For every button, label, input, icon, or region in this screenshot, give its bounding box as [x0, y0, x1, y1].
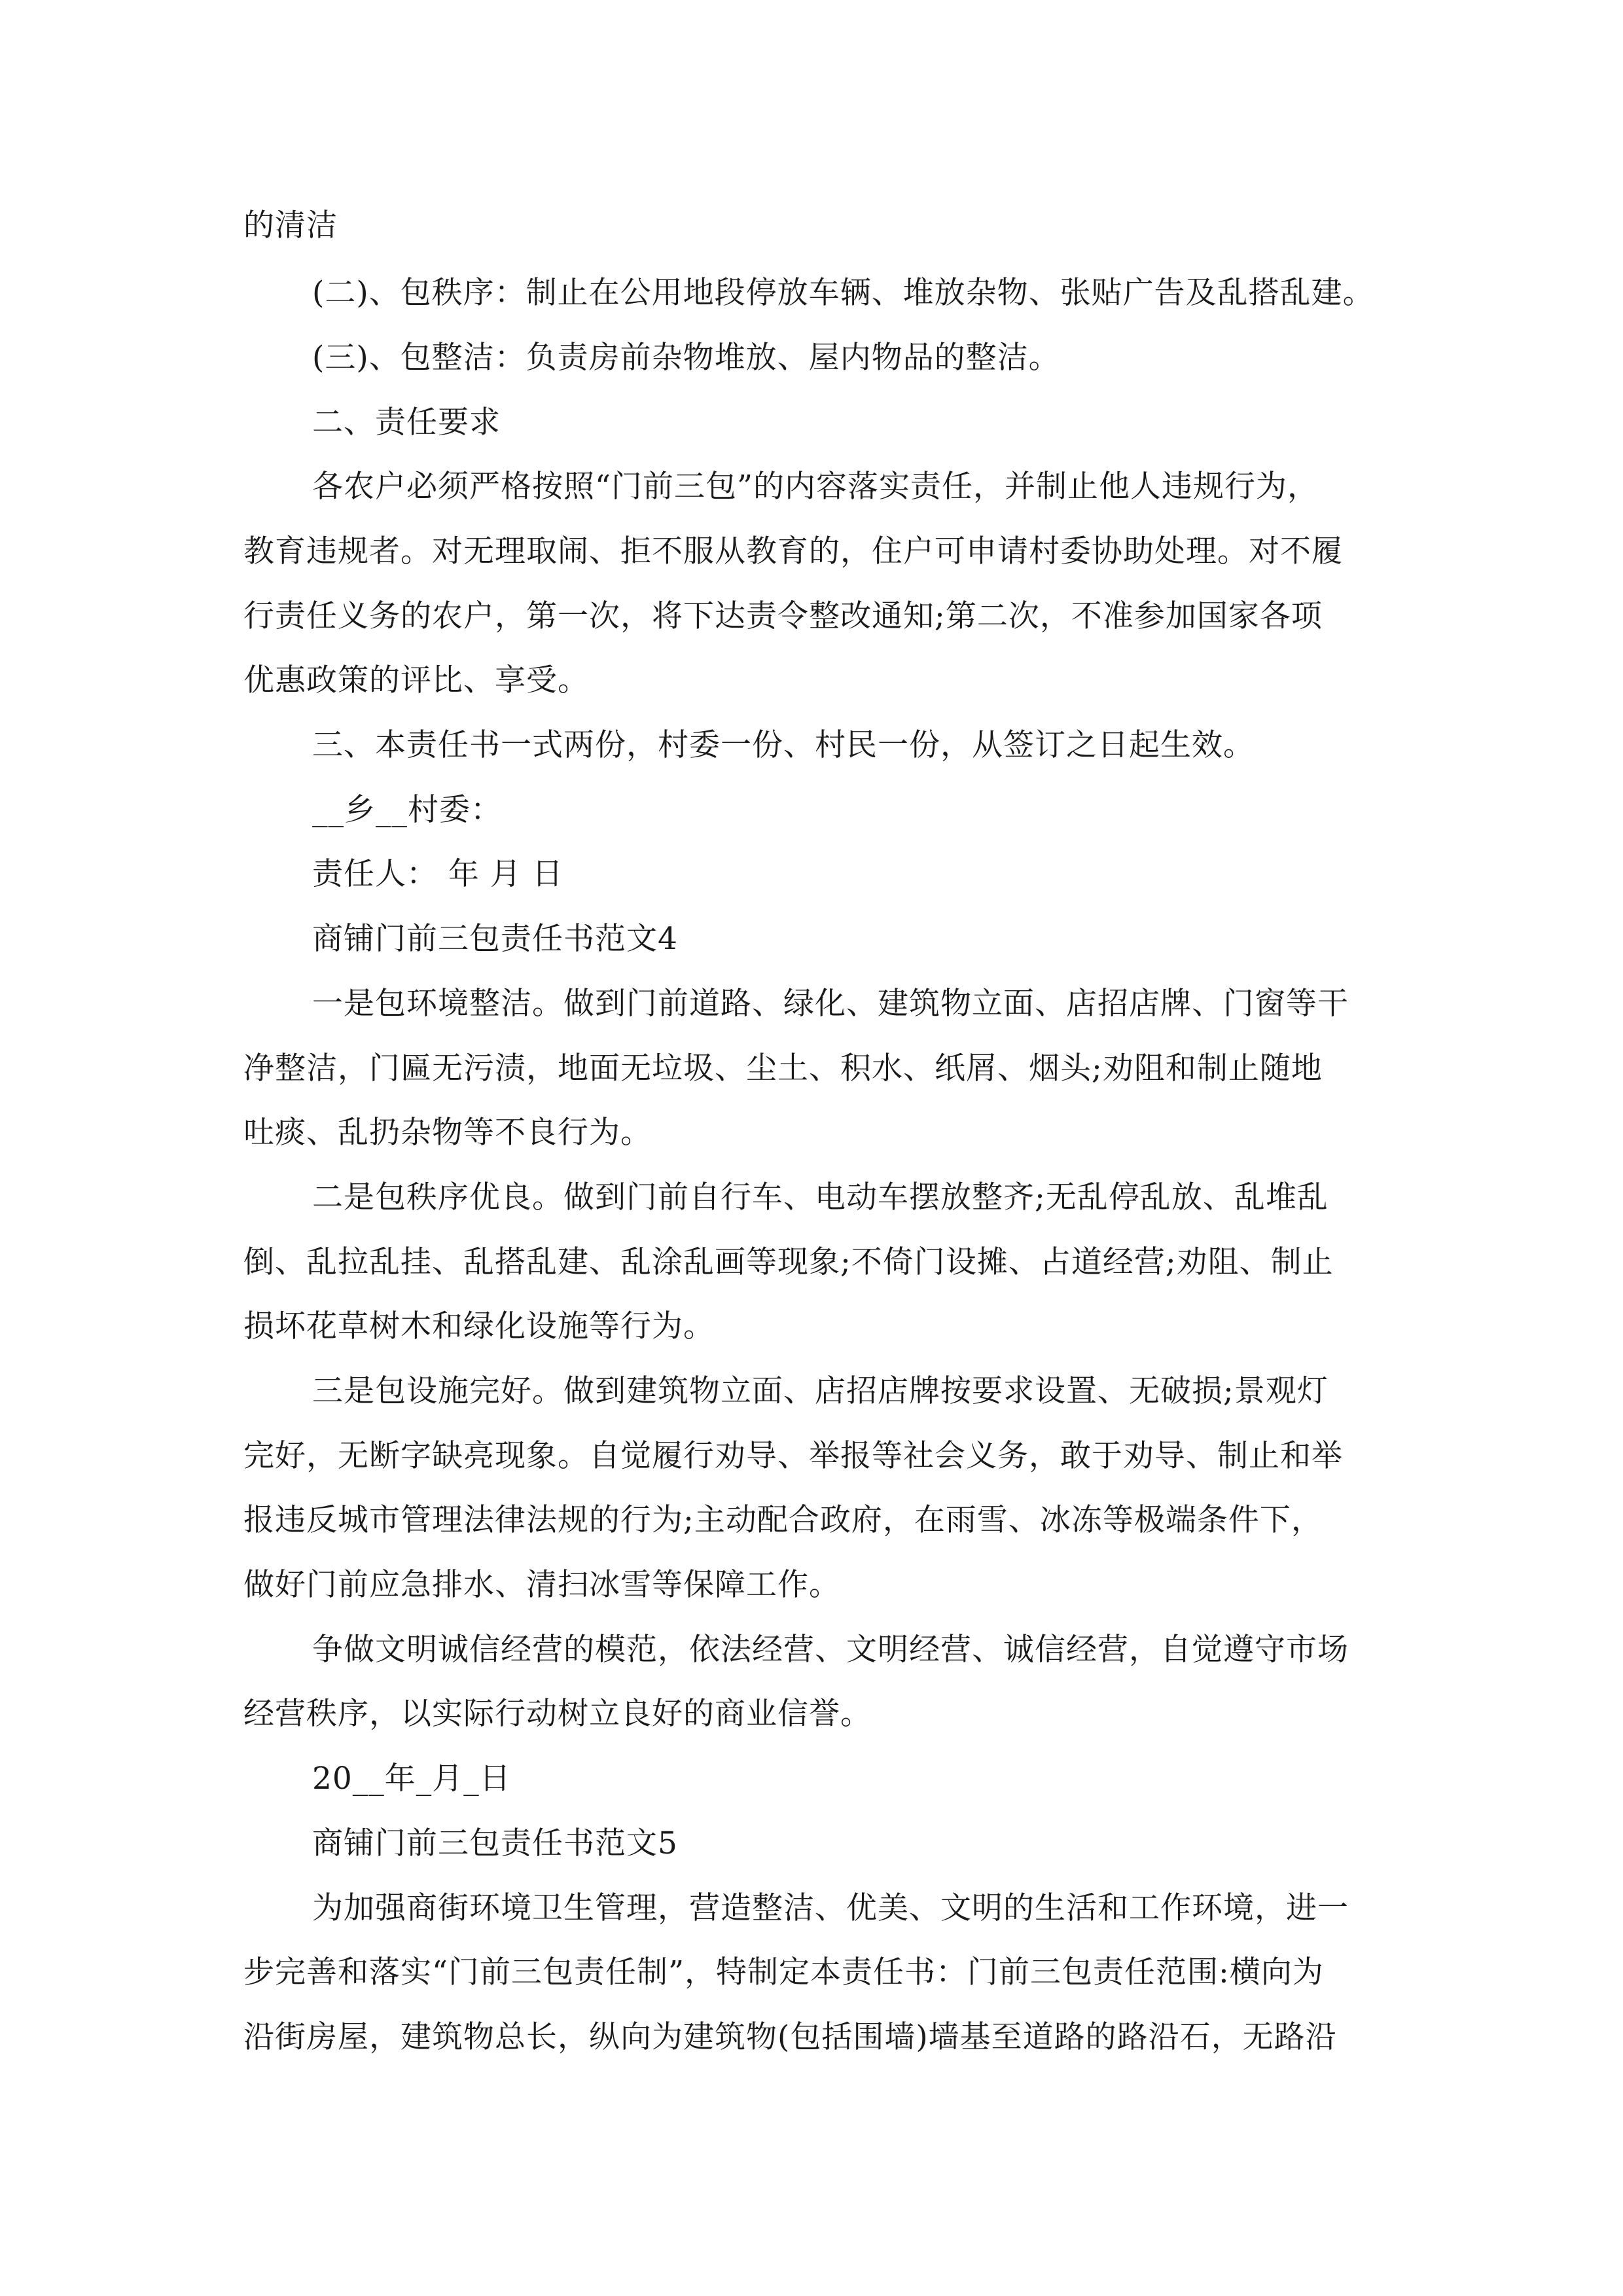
text-line: 优惠政策的评比、享受。 [243, 662, 589, 698]
text-line: 完好，无断字缺亮现象。自觉履行劝导、举报等社会义务，敢于劝导、制止和举 [243, 1438, 1343, 1474]
text-line: 经营秩序，以实际行动树立良好的商业信誉。 [243, 1696, 872, 1732]
text-line: 做好门前应急排水、清扫冰雪等保障工作。 [243, 1567, 840, 1603]
text-line: 三、本责任书一式两份，村委一份、村民一份，从签订之日起生效。 [312, 727, 1255, 763]
signature-village: __乡__村委： [312, 792, 502, 828]
text-line: 二是包秩序优良。做到门前自行车、电动车摆放整齐;无乱停乱放、乱堆乱 [312, 1179, 1329, 1215]
text-line: 净整洁，门匾无污渍，地面无垃圾、尘土、积水、纸屑、烟头;劝阻和制止随地 [243, 1050, 1323, 1086]
text-line: 的清洁 [243, 207, 338, 243]
text-line: 损坏花草树木和绿化设施等行为。 [243, 1308, 715, 1344]
text-line: 为加强商街环境卫生管理，营造整洁、优美、文明的生活和工作环境，进一 [312, 1890, 1349, 1926]
date-line: 20__年_月_日 [312, 1761, 511, 1797]
text-line: 报违反城市管理法律法规的行为;主动配合政府，在雨雪、冰冻等极端条件下， [243, 1502, 1323, 1538]
section-title: 商铺门前三包责任书范文5 [312, 1825, 678, 1861]
text-line: 争做文明诚信经营的模范，依法经营、文明经营、诚信经营，自觉遵守市场 [312, 1632, 1349, 1668]
section-heading: 二、责任要求 [312, 404, 501, 440]
section-title: 商铺门前三包责任书范文4 [312, 921, 678, 957]
text-line: (三)、包整洁：负责房前杂物堆放、屋内物品的整洁。 [312, 340, 1060, 376]
text-line: 行责任义务的农户，第一次，将下达责令整改通知;第二次，不准参加国家各项 [243, 598, 1323, 634]
text-line: 三是包设施完好。做到建筑物立面、店招店牌按要求设置、无破损;景观灯 [312, 1373, 1329, 1409]
text-line: 步完善和落实“门前三包责任制”，特制定本责任书：门前三包责任范围:横向为 [243, 1954, 1324, 1990]
signature-date: 责任人： 年 月 日 [312, 856, 563, 892]
text-line: 教育违规者。对无理取闹、拒不服从教育的，住户可申请村委协助处理。对不履 [243, 533, 1343, 569]
text-line: 各农户必须严格按照“门前三包”的内容落实责任，并制止他人违规行为， [312, 469, 1319, 505]
text-line: 倒、乱拉乱挂、乱搭乱建、乱涂乱画等现象;不倚门设摊、占道经营;劝阻、制止 [243, 1244, 1334, 1280]
text-line: 吐痰、乱扔杂物等不良行为。 [243, 1115, 652, 1151]
text-line: 沿街房屋，建筑物总长，纵向为建筑物(包括围墙)墙基至道路的路沿石，无路沿 [243, 2019, 1337, 2055]
text-line: 一是包环境整洁。做到门前道路、绿化、建筑物立面、店招店牌、门窗等干 [312, 986, 1349, 1022]
text-line: (二)、包秩序：制止在公用地段停放车辆、堆放杂物、张贴广告及乱搭乱建。 [312, 275, 1374, 311]
